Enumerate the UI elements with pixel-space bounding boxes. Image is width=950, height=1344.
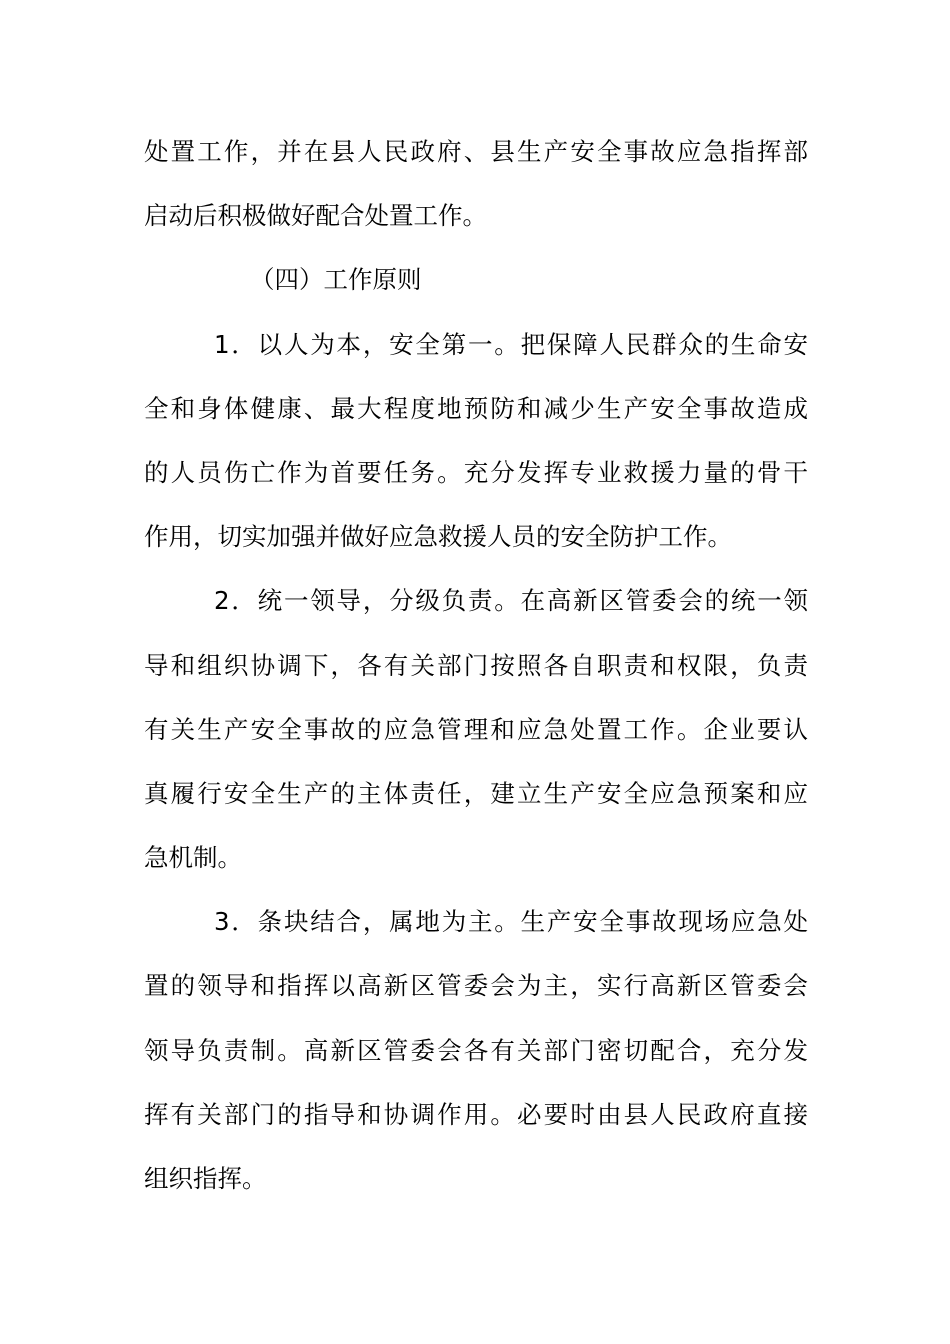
text-line: 导和组织协调下，各有关部门按照各自职责和权限，负责 [144,650,808,680]
text-line: 启动后积极做好配合处置工作。 [144,201,487,231]
text-line: 处置工作，并在县人民政府、县生产安全事故应急指挥部 [144,137,808,166]
text-line: 真履行安全生产的主体责任，建立生产安全应急预案和应 [144,778,808,808]
section-heading: （四）工作原则 [250,265,422,295]
text-line: 的人员伤亡作为首要任务。充分发挥专业救援力量的骨干 [144,457,808,487]
text-line: 2．统一领导，分级负责。在高新区管委会的统一领 [214,586,808,616]
text-line: 领导负责制。高新区管委会各有关部门密切配合，充分发 [144,1035,808,1065]
text-line: 3．条块结合，属地为主。生产安全事故现场应急处 [214,907,808,937]
text-line: 作用，切实加强并做好应急救援人员的安全防护工作。 [144,522,732,552]
text-line: 急机制。 [144,843,242,873]
text-line: 挥有关部门的指导和协调作用。必要时由县人民政府直接 [144,1099,808,1129]
text-line: 置的领导和指挥以高新区管委会为主，实行高新区管委会 [144,971,808,1001]
text-line: 全和身体健康、最大程度地预防和减少生产安全事故造成 [144,393,808,423]
text-line: 组织指挥。 [144,1164,267,1193]
document-body [144,120,808,1211]
text-line: 有关生产安全事故的应急管理和应急处置工作。企业要认 [144,714,808,744]
text-line: 1．以人为本，安全第一。把保障人民群众的生命安 [214,329,808,359]
